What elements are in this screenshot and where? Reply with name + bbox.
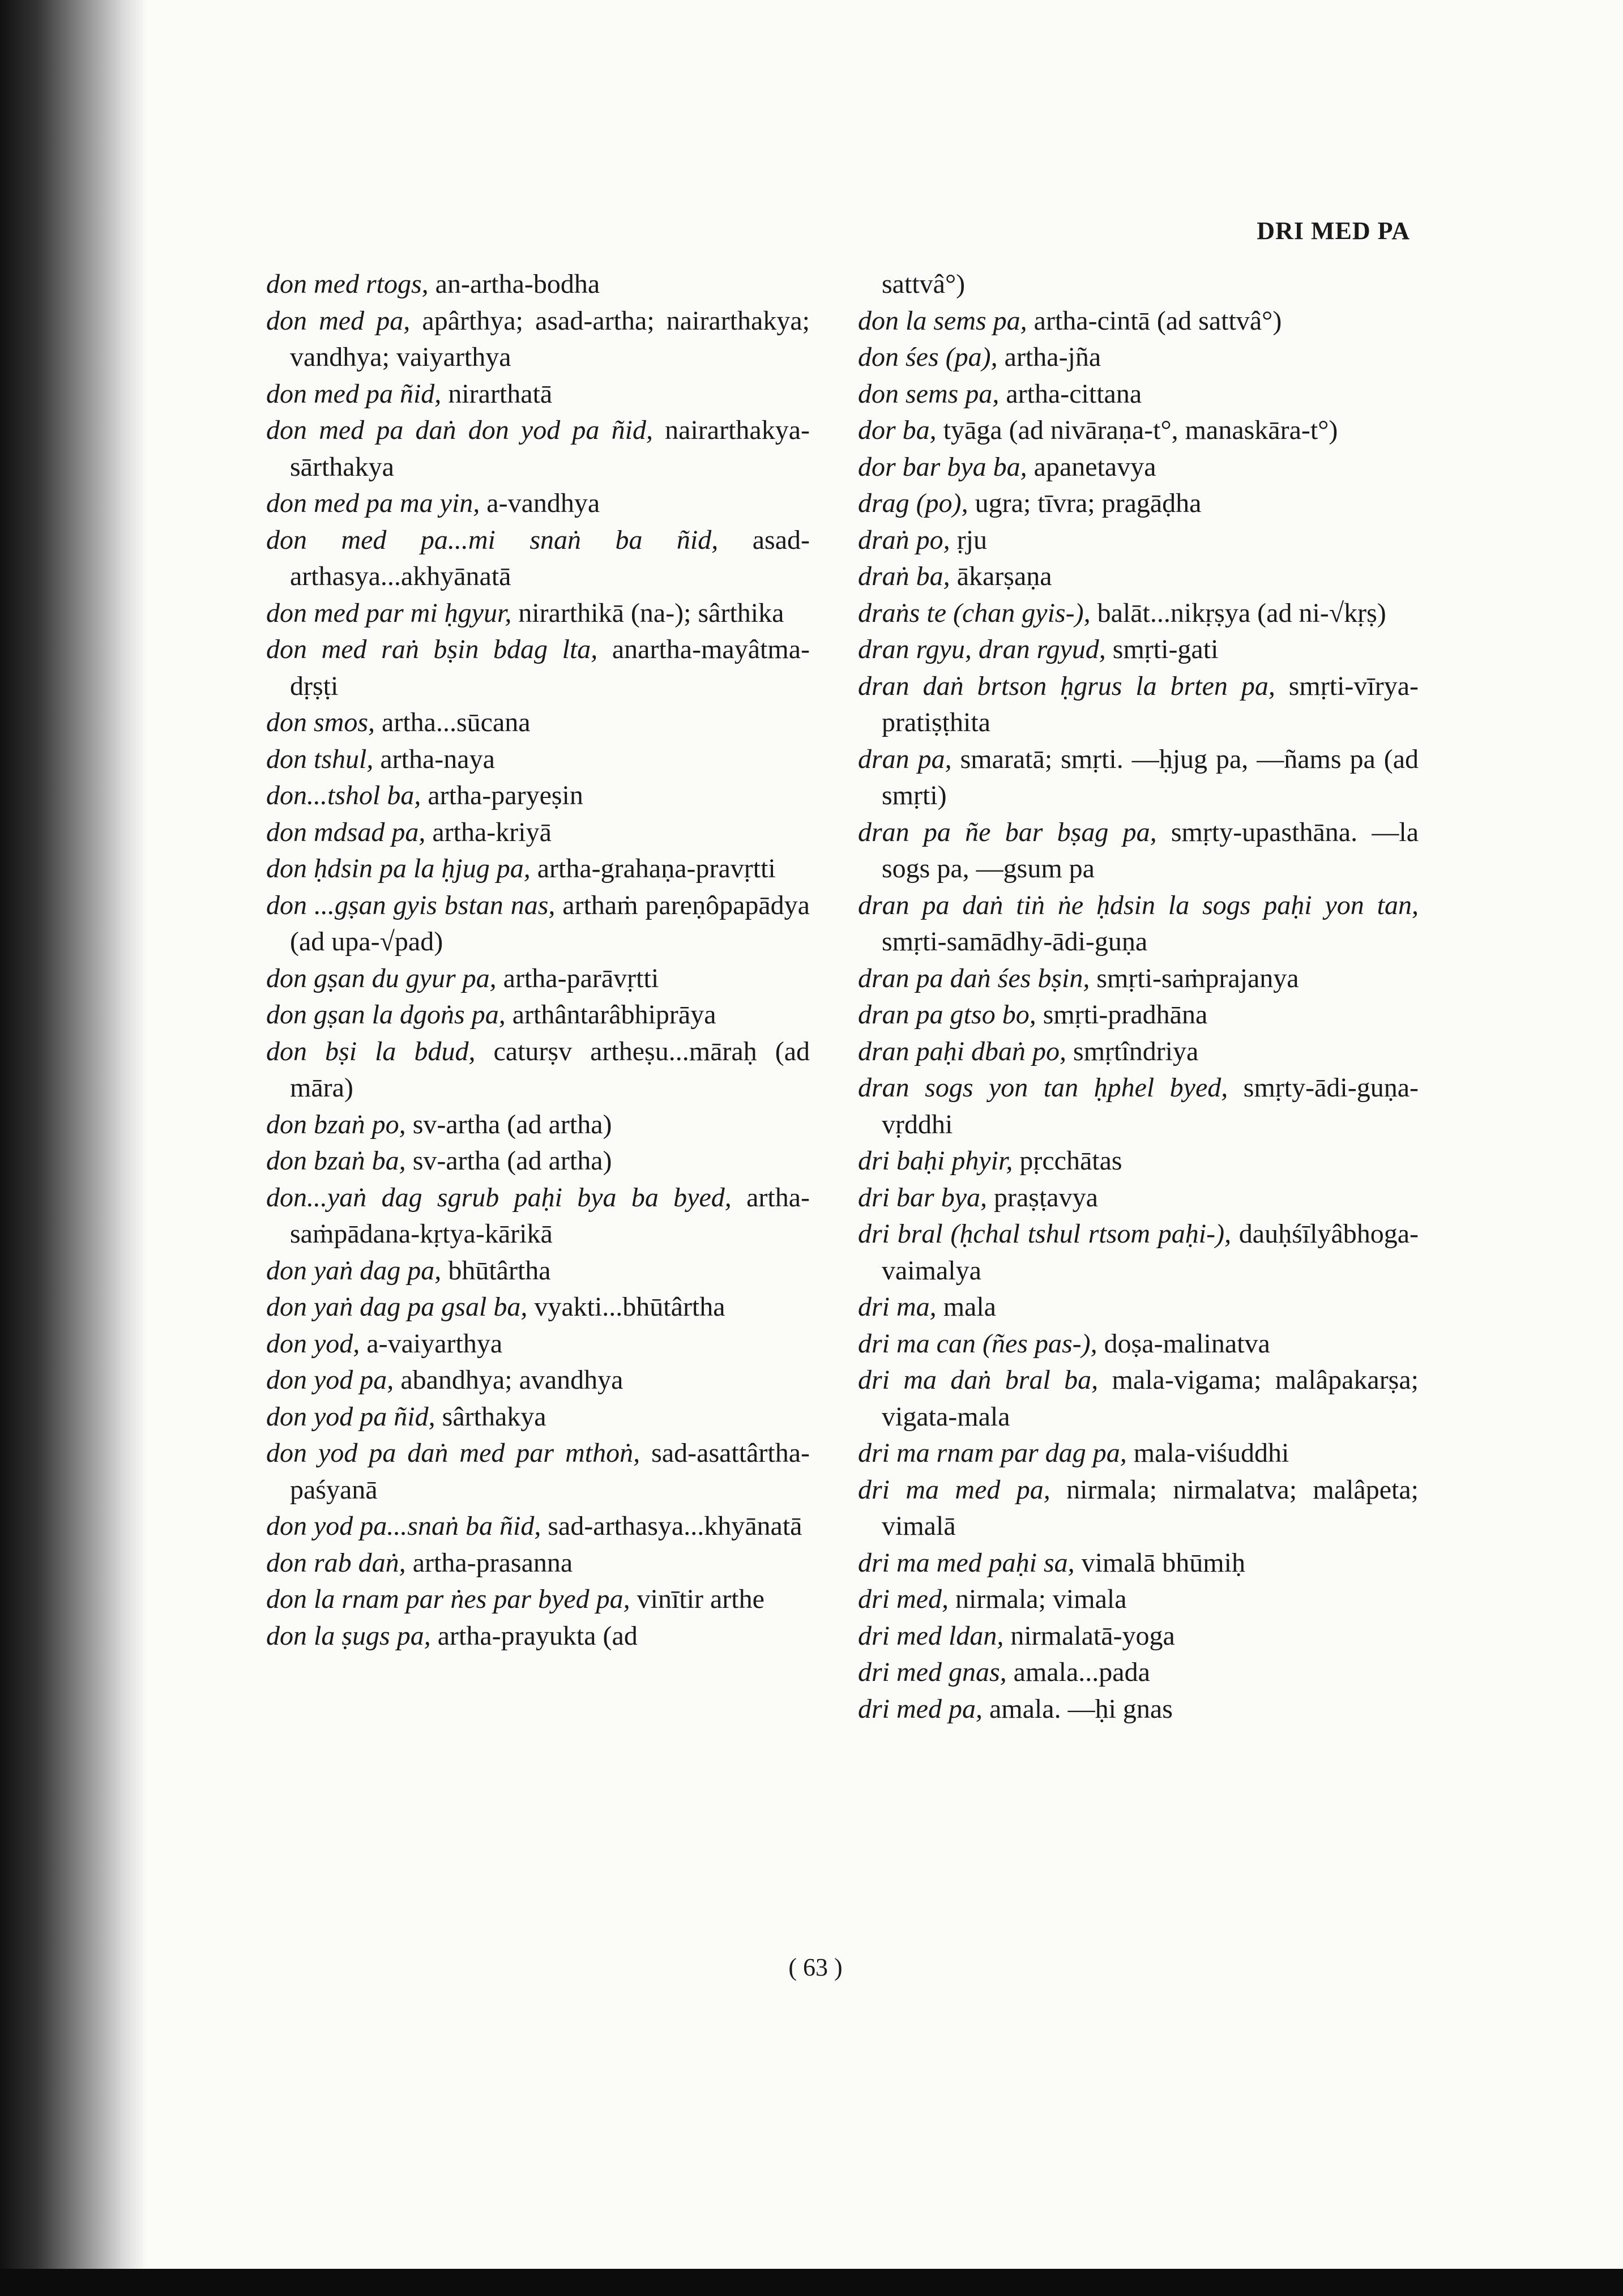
dictionary-entry [858,741,1419,814]
entry-sanskrit: artha-parāvṛtti [496,963,659,993]
entry-sanskrit: smṛty-upasthāna. —la sogs pa, —gsum pa [882,817,1419,884]
entry-sanskrit: smṛti-gati [1105,634,1219,664]
dictionary-entry [266,961,810,997]
dictionary-entry [858,668,1419,741]
dictionary-entry [858,376,1419,413]
entry-sanskrit: ṛju [950,524,988,555]
dictionary-entry [266,851,810,887]
dictionary-entry [266,266,810,303]
entry-sanskrit: artha-prasanna [405,1547,573,1578]
entry-sanskrit: praṣṭavya [987,1182,1098,1213]
entry-headword: dri med pa, [858,1693,983,1724]
dictionary-entry [858,449,1419,486]
entry-sanskrit: artha-jña [997,342,1101,372]
page-number: ( 63 ) [788,1953,843,1981]
entry-sanskrit: balāt...nikṛṣya (ad ni-√kṛṣ) [1090,598,1386,628]
dictionary-entry [266,595,810,632]
entry-headword: don gṣan du gyur pa, [266,963,497,993]
entry-sanskrit: smaratā; smṛti. —ḥjug pa, —ñams pa (ad smṛti) [882,744,1419,810]
entry-sanskrit: nirmala; vimala [948,1584,1127,1614]
binding-shadow [0,0,147,2296]
dictionary-entry [858,1435,1419,1472]
entry-sanskrit: nirmalatā-yoga [1003,1620,1175,1651]
entry-headword: don smos, [266,707,375,737]
dictionary-entry [266,1107,810,1143]
entry-headword: dran pa gtso bo, [858,1000,1036,1030]
entry-headword: don med pa, [266,305,411,336]
entry-headword: draṅ po, [858,524,950,555]
entry-sanskrit: artha...sūcana [375,707,531,737]
entry-headword: dri ma rnam par dag pa, [858,1438,1127,1468]
dictionary-entry [858,1143,1419,1180]
entry-headword: don med pa...mi snaṅ ba ñid, [266,524,719,555]
entry-headword: don bzaṅ ba, [266,1146,406,1176]
entry-sanskrit: amala...pada [1006,1657,1150,1687]
entry-sanskrit: artha-naya [373,744,495,774]
entry-headword: don ...gṣan gyis bstan nas, [266,890,556,920]
entry-sanskrit: ākarṣaṇa [950,561,1052,591]
entry-sanskrit: smṛty-ādi-guṇa-vṛddhi [882,1073,1419,1140]
dictionary-entry [266,887,810,961]
entry-sanskrit: mala-vigama; malâpakarṣa; vigata-mala [882,1365,1419,1432]
dictionary-entry [266,1581,810,1618]
entry-headword: dri ma, [858,1292,937,1322]
scan-bottom-edge [0,2269,1623,2296]
dictionary-entry [858,558,1419,595]
entry-sanskrit: an-artha-bodha [428,269,600,299]
entry-sanskrit: artha-paryeṣin [421,780,583,810]
entry-headword: dri med, [858,1584,949,1614]
entry-headword: don med pa ñid, [266,378,442,409]
dictionary-entry [266,814,810,851]
dictionary-entry [858,1070,1419,1143]
entry-sanskrit: apârthya; asad-artha; nairarthakya; vandhya; vaiyarthya [290,305,810,372]
entry-headword: don la rnam par ṅes par byed pa, [266,1584,630,1614]
entry-sanskrit: smṛti-saṁprajanya [1090,963,1299,993]
dictionary-entry [858,412,1419,449]
entry-sanskrit: nirarthikā (na-); sârthika [511,598,784,628]
entry-sanskrit: asad-arthasya...akhyānatā [290,524,810,591]
dictionary-entry [266,1435,810,1508]
dictionary-entry [266,1508,810,1545]
dictionary-entry [266,997,810,1034]
dictionary-entry [858,1180,1419,1217]
running-head: DRI MED PA [1257,217,1410,245]
entry-headword: don rab daṅ, [266,1547,406,1578]
entry-sanskrit: mala [936,1292,996,1322]
dictionary-entry [266,778,810,814]
dictionary-entry [266,1180,810,1253]
entry-headword: don tshul, [266,744,374,774]
entry-sanskrit: artha-kriyā [425,817,552,847]
entry-sanskrit: abandhya; avandhya [394,1365,623,1395]
dictionary-entry [858,595,1419,632]
dictionary-entry [858,522,1419,559]
dictionary-entry [266,1362,810,1399]
entry-sanskrit: nirmala; nirmalatva; malâpeta; vimalā [882,1474,1419,1541]
dictionary-entry [266,522,810,595]
entry-headword: dor ba, [858,415,937,445]
entry-sanskrit: sad-arthasya...khyānatā [541,1511,802,1541]
entry-sanskrit: smṛti-vīrya-pratiṣṭhita [882,671,1419,737]
dictionary-entry [858,1034,1419,1070]
entry-headword: don bzaṅ po, [266,1109,406,1140]
dictionary-entry [858,1362,1419,1435]
entry-headword: don ḥdsin pa la ḥjug pa, [266,853,531,884]
dictionary-entry [858,1691,1419,1728]
dictionary-entry [266,1253,810,1290]
entry-headword: drag (po), [858,488,968,518]
entry-sanskrit: a-vandhya [480,488,600,518]
dictionary-entry [858,1545,1419,1582]
dictionary-entry [266,1618,810,1655]
entry-sanskrit: nirarthatā [441,378,553,409]
entry-headword: dri ma daṅ bral ba, [858,1365,1099,1395]
entry-sanskrit: arthaṁ pareṇôpapādya (ad upa-√pad) [290,890,810,957]
entry-headword: don med pa daṅ don yod pa ñid, [266,415,653,445]
dictionary-entry [266,485,810,522]
entry-sanskrit: vinītir arthe [630,1584,764,1614]
entry-headword: don mdsad pa, [266,817,426,847]
dictionary-entry [266,1326,810,1363]
entry-sanskrit: artha-cintā (ad sattvâ°) [1027,305,1282,336]
entry-headword: don yod pa, [266,1365,394,1395]
entry-headword: dran pa daṅ śes bṣin, [858,963,1090,993]
dictionary-entry [266,1289,810,1326]
dictionary-entry [266,1545,810,1582]
entry-headword: don med rtogs, [266,269,429,299]
dictionary-entry [858,814,1419,887]
entry-headword: draṅs te (chan gyis-), [858,598,1091,628]
entry-headword: don med pa ma yin, [266,488,480,518]
right-column [858,266,1419,1727]
dictionary-entry [858,485,1419,522]
entry-headword: dri ma med pa, [858,1474,1050,1505]
dictionary-entry [858,1654,1419,1691]
entry-sanskrit: ugra; tīvra; pragāḍha [968,488,1202,518]
dictionary-entry [266,1034,810,1107]
dictionary-entry [858,631,1419,668]
entry-headword: don yod, [266,1328,360,1359]
dictionary-entry [858,339,1419,376]
dictionary-entry [858,997,1419,1034]
dictionary-entry [858,1289,1419,1326]
dictionary-entry [858,1216,1419,1289]
entry-headword: dran pa ñe bar bṣag pa, [858,817,1157,847]
entry-sanskrit: artha-saṁpādana-kṛtya-kārikā [290,1182,810,1249]
entry-headword: dor bar bya ba, [858,451,1027,482]
dictionary-entry [266,1399,810,1436]
entry-sanskrit: caturṣv artheṣu...māraḥ (ad māra) [290,1036,810,1103]
entry-sanskrit: vyakti...bhūtârtha [527,1292,725,1322]
entry-sanskrit: artha-cittana [999,378,1142,409]
entry-sanskrit: a-vaiyarthya [360,1328,503,1359]
entry-sanskrit: sârthakya [435,1401,546,1432]
entry-headword: dran pa daṅ tiṅ ṅe ḥdsin la sogs paḥi yon tan, [858,890,1419,920]
entry-sanskrit: sv-artha (ad artha) [405,1146,612,1176]
dictionary-entry [858,1326,1419,1363]
dictionary-entry [266,741,810,778]
dictionary-entry [858,303,1419,340]
entry-headword: dran pa, [858,744,952,774]
entry-sanskrit: bhūtârtha [441,1255,551,1286]
dictionary-entry [266,631,810,705]
dictionary-entry [266,1143,810,1180]
entry-sanskrit: mala-viśuddhi [1126,1438,1289,1468]
entry-headword: dri bar bya, [858,1182,987,1213]
entry-sanskrit: sad-asattârtha-paśyanā [290,1438,810,1505]
entry-headword: don yod pa...snaṅ ba ñid, [266,1511,541,1541]
entry-headword: don...yaṅ dag sgrub paḥi bya ba byed, [266,1182,732,1213]
entry-sanskrit: arthântarâbhiprāya [505,1000,716,1030]
dictionary-entry [266,376,810,413]
entry-sanskrit: tyāga (ad nivāraṇa-t°, manaskāra-t°) [936,415,1338,445]
entry-headword: dri med ldan, [858,1620,1004,1651]
dictionary-entry [858,961,1419,997]
entry-headword: dran rgyu, dran rgyud, [858,634,1106,664]
entry-headword: don bṣi la bdud, [266,1036,476,1066]
entry-headword: don med raṅ bṣin bdag lta, [266,634,598,664]
entry-sanskrit: vimalā bhūmiḥ [1074,1547,1245,1578]
dictionary-entry [266,303,810,376]
entry-sanskrit: amala. —ḥi gnas [982,1693,1173,1724]
entry-headword: dri baḥi phyir, [858,1146,1013,1176]
entry-sanskrit: smṛti-samādhy-ādi-guṇa [882,927,1148,957]
dictionary-entry [266,412,810,485]
left-column [266,266,810,1654]
dictionary-entry [858,1618,1419,1655]
entry-sanskrit: nairarthakya-sārthakya [290,415,810,482]
entry-sanskrit: apanetavya [1027,451,1156,482]
continued-entry: sattvâ°) [882,269,966,299]
entry-headword: dri ma med paḥi sa, [858,1547,1075,1578]
entry-headword: don...tshol ba, [266,780,421,810]
entry-sanskrit: sv-artha (ad artha) [405,1109,612,1140]
entry-sanskrit: pṛcchātas [1013,1146,1122,1176]
entry-headword: draṅ ba, [858,561,950,591]
entry-headword: don gṣan la dgoṅs pa, [266,1000,506,1030]
entry-sanskrit: artha-grahaṇa-pravṛtti [530,853,776,884]
entry-headword: don la sems pa, [858,305,1027,336]
entry-sanskrit: smṛtîndriya [1066,1036,1199,1066]
entry-sanskrit: anartha-mayâtma-dṛṣṭi [290,634,810,701]
dictionary-entry [858,1581,1419,1618]
entry-headword: dran sogs yon tan ḥphel byed, [858,1073,1228,1103]
entry-sanskrit: artha-prayukta (ad [430,1620,638,1651]
entry-headword: don med par mi ḥgyur, [266,598,512,628]
entry-headword: don la ṣugs pa, [266,1620,431,1651]
entry-headword: don yod pa ñid, [266,1401,435,1432]
entry-headword: dri med gnas, [858,1657,1007,1687]
entry-headword: don yod pa daṅ med par mthoṅ, [266,1438,640,1468]
entry-sanskrit: smṛti-pradhāna [1036,1000,1208,1030]
dictionary-entry [266,705,810,741]
entry-headword: dri ma can (ñes pas-), [858,1328,1097,1359]
entry-headword: don yaṅ dag pa gsal ba, [266,1292,528,1322]
entry-headword: dran paḥi dbaṅ po, [858,1036,1067,1066]
entry-headword: don yaṅ dag pa, [266,1255,442,1286]
entry-headword: dri bral (ḥchal tshul rtsom paḥi-), [858,1219,1232,1249]
entry-headword: dran daṅ brtson ḥgrus la brten pa, [858,671,1275,701]
entry-sanskrit: doṣa-malinatva [1097,1328,1270,1359]
dictionary-entry [858,887,1419,961]
entry-headword: don śes (pa), [858,342,998,372]
dictionary-entry [858,1472,1419,1545]
entry-sanskrit: dauḥśīlyâbhoga-vaimalya [882,1219,1419,1286]
entry-headword: don sems pa, [858,378,1000,409]
